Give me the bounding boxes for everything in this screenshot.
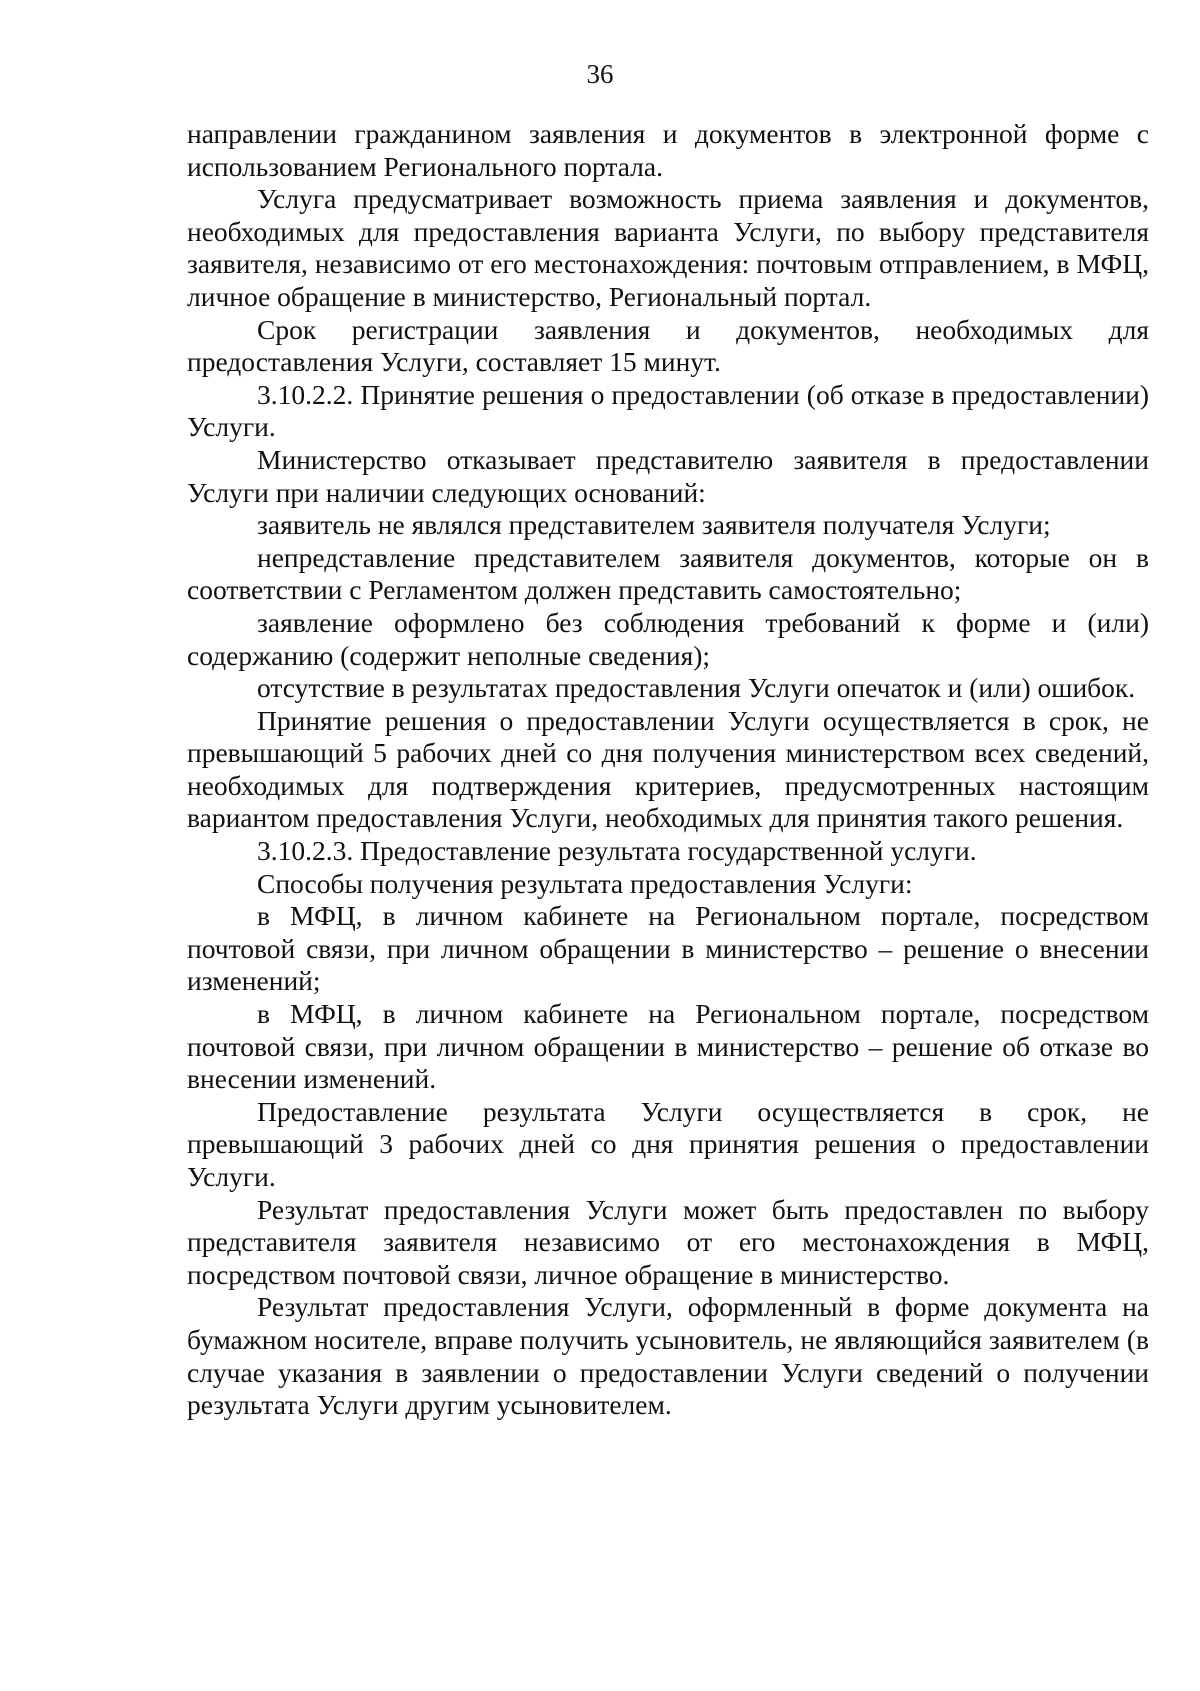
paragraph-registration-term: Срок регистрации заявления и документов, необходимых для предоставления Услуги, составляет 15 минут.	[187, 313, 1149, 378]
page-number: 36	[586, 59, 614, 89]
paragraph-result-term: Предоставление результата Услуги осуществляется в срок, не превышающий 3 рабочих дней со дня принятия решения о предоставлении Услуги.	[187, 1095, 1149, 1192]
paragraph-application-methods: Услуга предусматривает возможность приема заявления и документов, необходимых для предоставления варианта Услуги, по выбору представителя заявителя, независимо от его местонахождения: почтовым отправлением, в МФЦ, личное обращение в министерство, Региональный портал.	[187, 183, 1149, 312]
paragraph-continuation: направлении гражданином заявления и документов в электронной форме с использованием Регионального портала.	[187, 118, 1149, 182]
document-body	[187, 118, 1149, 1422]
list-item-refusal-ground-3: заявление оформлено без соблюдения требований к форме и (или) содержанию (содержит неполные сведения);	[187, 606, 1149, 671]
list-item-refusal-ground-1: заявитель не являлся представителем заявителя получателя Услуги;	[257, 509, 1051, 541]
list-item-result-method-2: в МФЦ, в личном кабинете на Региональном портале, посредством почтовой связи, при личном обращении в министерство – решение об отказе во внесении изменений.	[187, 998, 1149, 1095]
section-heading-3-10-2-2: 3.10.2.2. Принятие решения о предоставлении (об отказе в предоставлении) Услуги.	[187, 378, 1149, 443]
paragraph-result-delivery-choice: Результат предоставления Услуги может быть предоставлен по выбору представителя заявителя независимо от его местонахождения в МФЦ, посредством почтовой связи, личное обращение в министерство.	[187, 1193, 1149, 1290]
section-heading-3-10-2-3: 3.10.2.3. Предоставление результата государственной услуги.	[257, 835, 977, 867]
paragraph-result-paper-form: Результат предоставления Услуги, оформленный в форме документа на бумажном носителе, вправе получить усыновитель, не являющийся заявителем (в случае указания в заявлении о предоставлении Услуги сведений о получении результата Услуги другим усыновителем.	[187, 1291, 1149, 1421]
paragraph-result-methods-intro: Способы получения результата предоставления Услуги:	[257, 867, 913, 899]
paragraph-decision-term: Принятие решения о предоставлении Услуги осуществляется в срок, не превышающий 5 рабочих дней со дня получения министерством всех сведений, необходимых для подтверждения критериев, предусмотренных настоящим вариантом предоставления Услуги, необходимых для принятия такого решения.	[187, 704, 1149, 834]
list-item-result-method-1: в МФЦ, в личном кабинете на Региональном портале, посредством почтовой связи, при личном обращении в министерство – решение о внесении изменений;	[187, 900, 1149, 997]
list-item-refusal-ground-2: непредставление представителем заявителя документов, которые он в соответствии с Регламентом должен представить самостоятельно;	[187, 541, 1149, 606]
paragraph-refusal-grounds-intro: Министерство отказывает представителю заявителя в предоставлении Услуги при наличии следующих оснований:	[187, 443, 1149, 508]
list-item-refusal-ground-4: отсутствие в результатах предоставления Услуги опечаток и (или) ошибок.	[257, 672, 1136, 704]
